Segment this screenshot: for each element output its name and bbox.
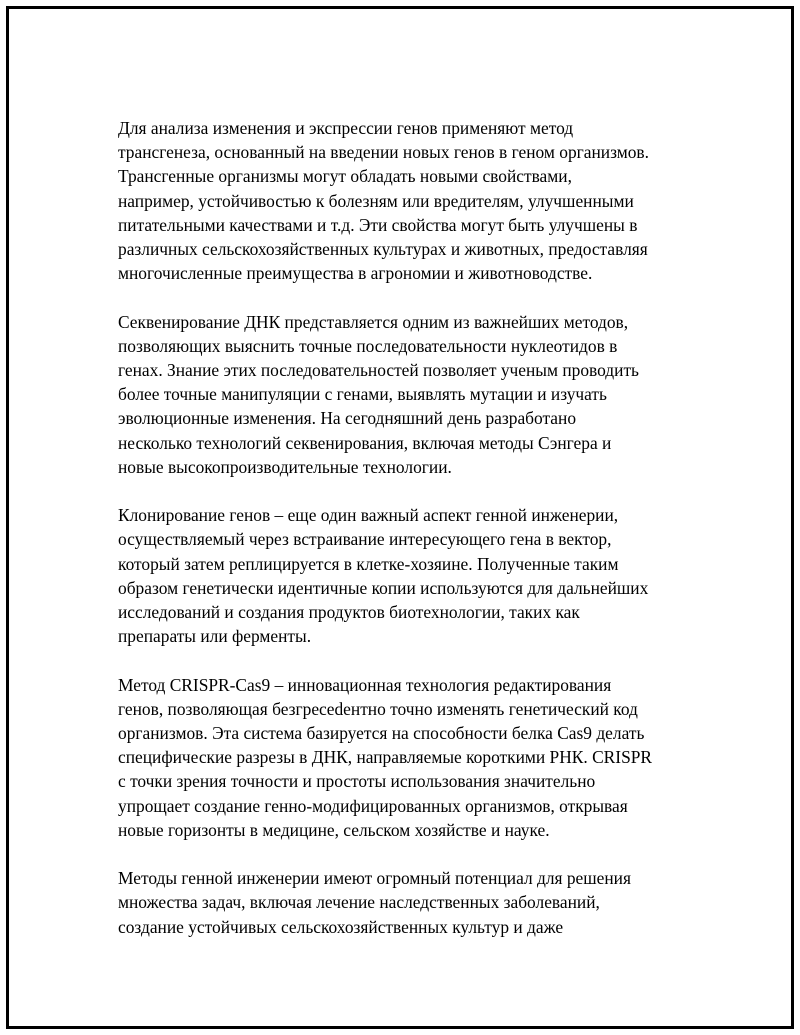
paragraph-transgenesis — [118, 116, 693, 285]
text-line: Метод CRISPR-Cas9 – инновационная технология редактирования — [118, 674, 612, 695]
text-line: различных сельскохозяйственных культурах и животных, предоставляя — [118, 239, 648, 260]
text-line: препараты или ферменты. — [118, 626, 312, 647]
text-line: организмов. Эта система базируется на способности белка Cas9 делать — [118, 723, 645, 744]
text-line: питательными качествами и т.д. Эти свойства могут быть улучшены в — [118, 214, 638, 235]
text-line: многочисленные преимущества в агрономии и животноводстве. — [118, 263, 593, 284]
text-line: который затем реплицируется в клетке-хозяине. Полученные таким — [118, 553, 619, 574]
text-line: несколько технологий секвенирования, включая методы Сэнгера и — [118, 432, 612, 453]
paragraph-dna-sequencing — [118, 310, 693, 479]
text-line: исследований и создания продуктов биотехнологии, таких как — [118, 602, 580, 623]
paragraph-crispr — [118, 673, 693, 842]
text-line: трансгенеза, основанный на введении новых генов в геном организмов. — [118, 142, 649, 163]
text-line: образом генетически идентичные копии используются для дальнейших — [118, 577, 649, 598]
text-line: упрощает создание генно-модифицированных организмов, открывая — [118, 795, 628, 816]
text-line: эволюционные изменения. На сегодняшний день разработано — [118, 408, 577, 429]
text-line: более точные манипуляции с генами, выявлять мутации и изучать — [118, 384, 607, 405]
text-line: генах. Знание этих последовательностей позволяет ученым проводить — [118, 360, 639, 381]
paragraph-potential — [118, 866, 693, 939]
text-line: новые высокопроизводительные технологии. — [118, 456, 452, 477]
text-line: с точки зрения точности и простоты использования значительно — [118, 771, 596, 792]
text-line: Для анализа изменения и экспрессии генов применяют метод — [118, 118, 574, 138]
text-line: генов, позволяющая безгрecеdентно точно изменять генетический код — [118, 698, 638, 719]
text-line: множества задач, включая лечение наследственных заболеваний, — [118, 892, 600, 913]
document-body — [118, 116, 693, 963]
text-line: Секвенирование ДНК представляется одним из важнейших методов, — [118, 311, 629, 332]
text-line: Клонирование генов – еще один важный аспект генной инженерии, — [118, 505, 619, 526]
text-line: Методы генной инженерии имеют огромный потенциал для решения — [118, 868, 631, 889]
text-line: Трансгенные организмы могут обладать новыми свойствами, — [118, 166, 572, 187]
text-line: специфические разрезы в ДНК, направляемые короткими РНК. CRISPR — [118, 747, 653, 768]
text-line: новые горизонты в медицине, сельском хозяйстве и науке. — [118, 819, 550, 840]
paragraph-gene-cloning — [118, 503, 693, 648]
text-line: позволяющих выяснить точные последовательности нуклеотидов в — [118, 335, 618, 356]
text-line: осуществляемый через встраивание интересующего гена в вектор, — [118, 529, 612, 550]
text-line: создание устойчивых сельскохозяйственных культур и даже — [118, 916, 564, 937]
text-line: например, устойчивостью к болезням или вредителям, улучшенными — [118, 190, 634, 211]
